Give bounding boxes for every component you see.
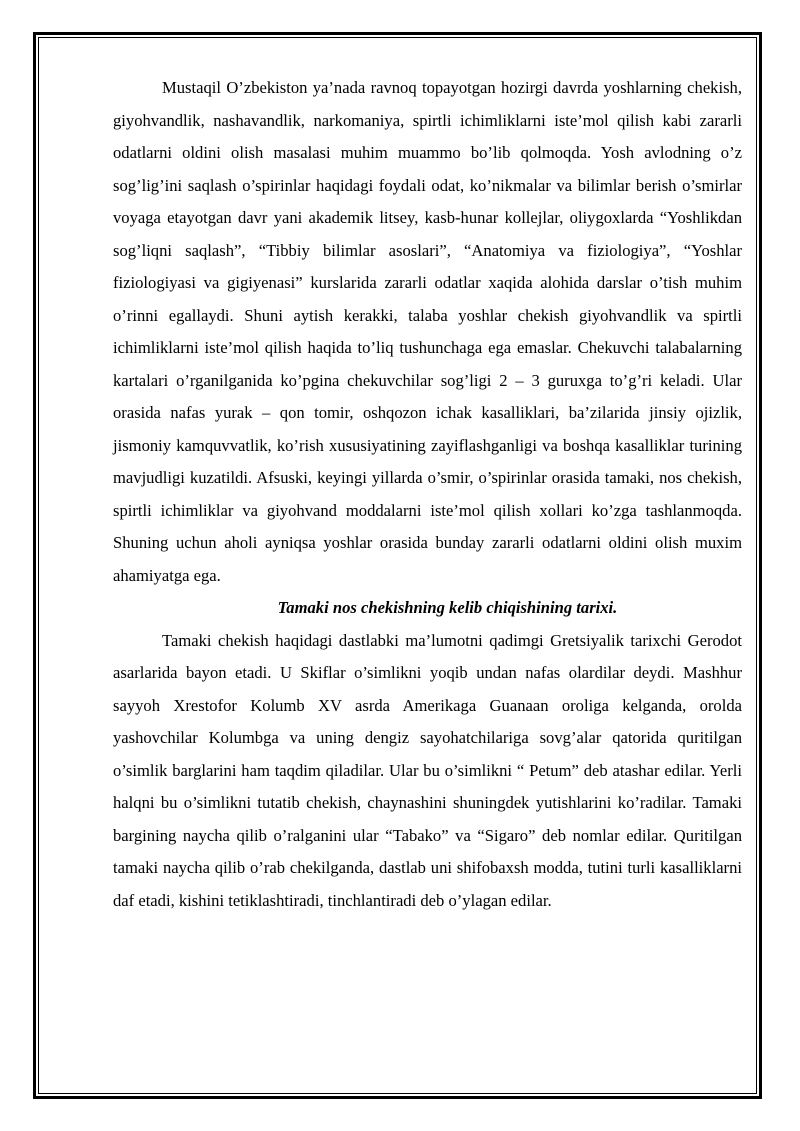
document-body (113, 72, 742, 917)
paragraph-history: Tamaki chekish haqidagi dastlabki ma’lumotni qadimgi Gretsiyalik tarixchi Gerodot asarlarida bayon etadi. U Skiflar o’simlikni yoqib undan nafas olardilar deydi. Mashhur sayyoh Xrestofor Kolumb XV asrda Amerikaga Guanaan oroliga kelganda, orolda yashovchilar Kolumbga va uning dengiz sayohatchilariga sovg’alar qatorida quritilgan o’simlik barglarini ham taqdim qiladilar. Ular bu o’simlikni “ Petum” deb atashar edilar. Yerli halqni bu o’simlikni tutatib chekish, chaynashini shuningdek yutishlarini ko’radilar. Tamaki bargining naycha qilib o’ralganini ular “Tabako” va “Sigaro” deb nomlar edilar. Quritilgan tamaki naycha qilib o’rab chekilganda, dastlab uni shifobaxsh modda, tutini turli kasalliklarni daf etadi, kishini tetiklashtiradi, tinchlantiradi deb o’ylagan edilar. (113, 630, 742, 910)
paragraph-intro: Mustaqil O’zbekiston ya’nada ravnoq topayotgan hozirgi davrda yoshlarning chekish, giyohvandlik, nashavandlik, narkomaniya, spirtli ichimliklarni iste’mol qilish kabi zararli odatlarni oldini olish masalasi muhim muammo bo’lib qolmoqda. Yosh avlodning o’z sog’lig’ini saqlash o’spirinlar haqidagi foydali odat, ko’nikmalar va bilimlar berish o’smirlar voyaga etayotgan davr yani akademik litsey, kasb-hunar kollejlar, oliygoxlarda “Yoshlikdan sog’liqni saqlash”, “Tibbiy bilimlar asoslari”, “Anatomiya va fiziologiya”, “Yoshlar fiziologiyasi va gigiyenasi” kurslarida zararli odatlar xaqida alohida darslar o’tish muhim o’rinni egallaydi. Shuni aytish kerakki, talaba yoshlar chekish giyohvandlik va spirtli ichimliklarni iste’mol qilish haqida to’liq tushunchaga ega emaslar. Chekuvchi talabalarning kartalari o’rganilganida ko’pgina chekuvchilar sog’ligi 2 – 3 guruxga to’g’ri keladi. Ular orasida nafas yurak – qon tomir, oshqozon ichak kasalliklari, ba’zilarida jinsiy ojizlik, jismoniy kamquvvatlik, ko’rish xususiyatining zayiflashganligi va boshqa kasalliklar turining mavjudligi kuzatildi. Afsuski, keyingi yillarda o’smir, o’spirinlar orasida tamaki, nos chekish, spirtli ichimliklar va giyohvand moddalarni iste’mol qilish xollari ko’zga tashlanmoqda. Shuning uchun aholi ayniqsa yoshlar orasida bunday zararli odatlarni oldini olish muxim ahamiyatga ega. (113, 78, 742, 585)
section-heading: Tamaki nos chekishning kelib chiqishining tarixi. (277, 598, 618, 617)
